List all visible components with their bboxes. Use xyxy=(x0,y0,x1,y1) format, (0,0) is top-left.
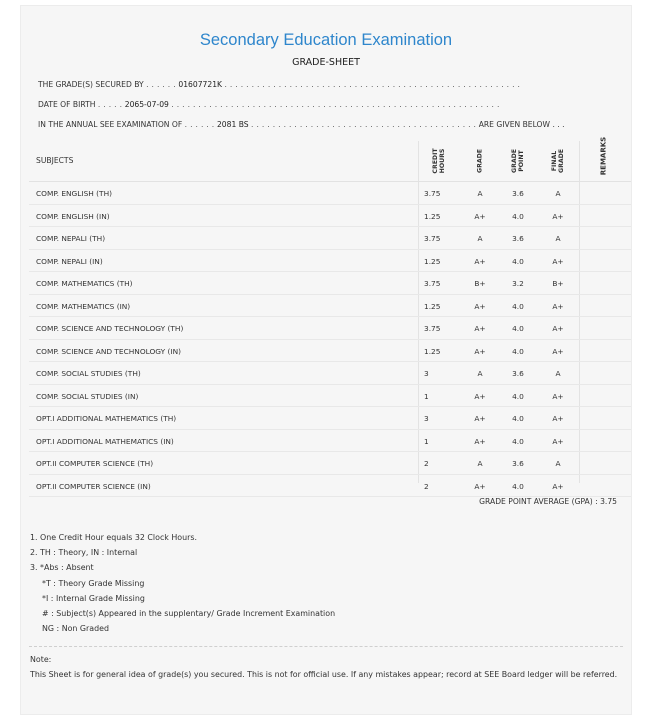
table-row xyxy=(29,407,631,430)
dot-leader: . . . . . . . . . . . . . . . . . . . . . . . . . . . . . . . . . . . . . . . . . . xyxy=(251,120,477,129)
cell-subject: COMP. MATHEMATICS (IN) xyxy=(36,301,131,311)
cell-grade: A+ xyxy=(474,481,486,491)
dot-leader: . . . . . . xyxy=(184,120,215,129)
info-line-dob xyxy=(38,100,578,109)
cell-credit-hours: 1 xyxy=(424,391,429,401)
cell-credit-hours: 1.25 xyxy=(424,211,441,221)
page-title: Secondary Education Examination xyxy=(199,31,453,49)
cell-grade: A+ xyxy=(474,256,486,266)
dob-value: 2065-07-09 xyxy=(124,100,169,109)
cell-grade: B+ xyxy=(474,279,486,288)
dot-leader: . . . . . . . . . . . . . . . . . . . . . . . . . . . . . . . . . . . . . . . . . . . . . . . . . . . . . . . . . . . . . xyxy=(171,100,500,109)
table-row xyxy=(29,475,631,498)
cell-final-grade: A+ xyxy=(552,256,564,266)
table-row xyxy=(29,205,631,228)
cell-credit-hours: 3.75 xyxy=(424,234,441,243)
header-credit-hours: CREDIT HOURS xyxy=(432,148,446,174)
exam-label: IN THE ANNUAL SEE EXAMINATION OF xyxy=(38,120,183,129)
cell-subject: OPT.I ADDITIONAL MATHEMATICS (IN) xyxy=(36,436,174,446)
cell-subject: COMP. MATHEMATICS (TH) xyxy=(36,279,133,288)
cell-subject: COMP. NEPALI (IN) xyxy=(36,256,103,266)
table-row xyxy=(29,340,631,363)
note-item: 3. *Abs : Absent xyxy=(30,563,94,573)
cell-grade-point: 3.2 xyxy=(512,279,524,288)
cell-credit-hours: 1.25 xyxy=(424,256,441,266)
cell-credit-hours: 2 xyxy=(424,459,429,468)
cell-credit-hours: 1.25 xyxy=(424,301,441,311)
table-body xyxy=(29,182,631,497)
cell-grade-point: 4.0 xyxy=(512,324,524,333)
cell-grade-point: 4.0 xyxy=(512,301,524,311)
page-subtitle: GRADE-SHEET xyxy=(292,57,360,68)
grade-sheet xyxy=(20,5,632,715)
cell-subject: OPT.II COMPUTER SCIENCE (IN) xyxy=(36,481,151,491)
cell-final-grade: A xyxy=(555,189,561,198)
cell-grade: A+ xyxy=(474,301,486,311)
footer-note xyxy=(30,652,624,682)
cell-final-grade: A+ xyxy=(552,324,564,333)
header-remarks: REMARKS xyxy=(599,136,608,176)
header-grade-point: GRADE POINT xyxy=(511,149,525,173)
table-row xyxy=(29,227,631,250)
cell-final-grade: A xyxy=(555,459,561,468)
cell-grade: A+ xyxy=(474,414,486,423)
note-subitem: *T : Theory Grade Missing xyxy=(42,578,145,588)
cell-grade-point: 4.0 xyxy=(512,414,524,423)
cell-grade: A+ xyxy=(474,436,486,446)
cell-credit-hours: 3.75 xyxy=(424,279,441,288)
cell-subject: COMP. SCIENCE AND TECHNOLOGY (TH) xyxy=(36,324,184,333)
exam-year: 2081 BS xyxy=(216,120,249,129)
cell-final-grade: B+ xyxy=(552,279,564,288)
cell-final-grade: A xyxy=(555,369,561,378)
note-item: 1. One Credit Hour equals 32 Clock Hours. xyxy=(30,533,197,542)
cell-grade-point: 4.0 xyxy=(512,391,524,401)
cell-grade: A xyxy=(477,234,483,243)
cell-credit-hours: 3 xyxy=(424,369,429,378)
dot-leader: . . . . . . xyxy=(146,80,176,89)
table-row xyxy=(29,385,631,408)
cell-final-grade: A+ xyxy=(552,481,564,491)
header-subjects: SUBJECTS xyxy=(36,156,74,165)
cell-grade-point: 4.0 xyxy=(512,211,524,221)
cell-grade: A+ xyxy=(474,391,486,401)
cell-subject: COMP. SOCIAL STUDIES (TH) xyxy=(36,369,141,378)
cell-grade-point: 3.6 xyxy=(512,459,524,468)
cell-grade: A xyxy=(477,369,483,378)
cell-grade-point: 4.0 xyxy=(512,346,524,356)
cell-final-grade: A+ xyxy=(552,436,564,446)
gpa-summary: GRADE POINT AVERAGE (GPA) : 3.75 xyxy=(479,497,617,506)
cell-grade-point: 4.0 xyxy=(512,481,524,491)
note-subitem: *I : Internal Grade Missing xyxy=(42,593,145,603)
cell-subject: OPT.I ADDITIONAL MATHEMATICS (TH) xyxy=(36,414,177,423)
cell-subject: COMP. SOCIAL STUDIES (IN) xyxy=(36,391,139,401)
grade-table xyxy=(29,136,631,497)
note-label: Note: xyxy=(30,655,52,664)
dot-leader: . . . . . xyxy=(97,100,123,109)
cell-grade-point: 4.0 xyxy=(512,436,524,446)
cell-final-grade: A+ xyxy=(552,301,564,311)
note-subitem: # : Subject(s) Appeared in the supplentary/ Grade Increment Examination xyxy=(42,609,336,619)
table-row xyxy=(29,317,631,340)
table-row xyxy=(29,362,631,385)
cell-credit-hours: 1 xyxy=(424,436,429,446)
symbol-label: THE GRADE(S) SECURED BY xyxy=(38,80,144,89)
table-row xyxy=(29,182,631,205)
info-line-symbol xyxy=(38,80,578,89)
table-row xyxy=(29,430,631,453)
cell-credit-hours: 3.75 xyxy=(424,189,441,198)
table-header xyxy=(29,136,631,182)
symbol-number: 01607721K xyxy=(178,80,223,89)
cell-grade-point: 4.0 xyxy=(512,256,524,266)
cell-subject: COMP. NEPALI (TH) xyxy=(36,234,106,243)
cell-grade: A xyxy=(477,189,483,198)
cell-final-grade: A+ xyxy=(552,391,564,401)
table-row xyxy=(29,295,631,318)
cell-final-grade: A+ xyxy=(552,211,564,221)
cell-final-grade: A xyxy=(555,234,561,243)
note-text: This Sheet is for general idea of grade(s) you secured. This is not for official use. If any mistakes appear; record at SEE Board ledger will be referred. xyxy=(30,670,618,680)
cell-credit-hours: 1.25 xyxy=(424,346,441,356)
cell-subject: COMP. ENGLISH (IN) xyxy=(36,211,110,221)
cell-subject: COMP. ENGLISH (TH) xyxy=(36,189,113,198)
notes-list xyxy=(30,530,335,636)
cell-credit-hours: 2 xyxy=(424,481,429,491)
cell-subject: COMP. SCIENCE AND TECHNOLOGY (IN) xyxy=(36,346,182,356)
cell-grade: A+ xyxy=(474,211,486,221)
cell-grade: A+ xyxy=(474,346,486,356)
cell-grade: A xyxy=(477,459,483,468)
table-row xyxy=(29,272,631,295)
table-row xyxy=(29,250,631,273)
cell-credit-hours: 3.75 xyxy=(424,324,441,333)
cell-final-grade: A+ xyxy=(552,414,564,423)
divider xyxy=(29,646,623,647)
note-item: 2. TH : Theory, IN : Internal xyxy=(30,548,138,558)
dob-label: DATE OF BIRTH xyxy=(38,100,96,109)
cell-subject: OPT.II COMPUTER SCIENCE (TH) xyxy=(36,459,154,468)
header-final-grade: FINAL GRADE xyxy=(551,149,565,173)
cell-grade: A+ xyxy=(474,324,486,333)
dot-leader: . . . . . . . . . . . . . . . . . . . . . . . . . . . . . . . . . . . . . . . . . . . . . . . . . . . . . . . xyxy=(224,80,521,89)
cell-grade-point: 3.6 xyxy=(512,189,524,198)
cell-credit-hours: 3 xyxy=(424,414,429,423)
header-grade: GRADE xyxy=(476,149,484,173)
exam-tail: ARE GIVEN BELOW . . . xyxy=(478,120,565,129)
table-row xyxy=(29,452,631,475)
cell-grade-point: 3.6 xyxy=(512,369,524,378)
cell-final-grade: A+ xyxy=(552,346,564,356)
info-line-exam xyxy=(38,120,578,129)
cell-grade-point: 3.6 xyxy=(512,234,524,243)
note-subitem: NG : Non Graded xyxy=(42,624,109,634)
